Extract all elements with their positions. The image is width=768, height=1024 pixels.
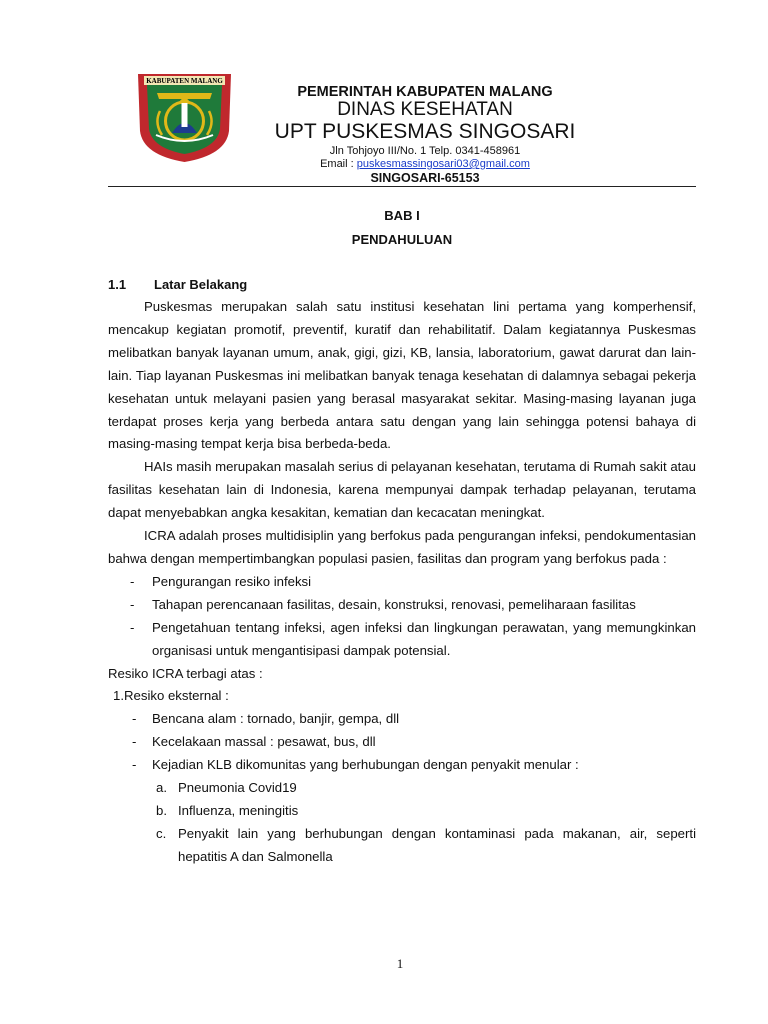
list-marker: -	[130, 573, 135, 589]
risk-title: Resiko eksternal :	[124, 688, 229, 704]
list-item	[108, 823, 696, 869]
list-marker: -	[132, 711, 137, 727]
list-marker: b.	[156, 802, 167, 818]
letterhead-address: Jln Tohjoyo III/No. 1 Telp. 0341-458961	[329, 145, 521, 157]
list-marker: -	[132, 757, 137, 773]
list-item	[108, 617, 696, 663]
list-item-text: Tahapan perencanaan fasilitas, desain, konstruksi, renovasi, pemeliharaan fasilitas	[152, 596, 636, 612]
list-item	[108, 708, 696, 731]
page-number: 1	[396, 956, 404, 971]
emblem-banner-text: KABUPATEN MALANG	[146, 77, 223, 85]
list-marker: -	[132, 734, 137, 750]
list-item-text: Influenza, meningitis	[178, 802, 299, 818]
list-item-text: Pengetahuan tentang infeksi, agen infeksi dan lingkungan perawatan, yang memungkinkan organisasi untuk mengantisipasi dampak potensial.	[152, 619, 696, 658]
list-item	[108, 777, 696, 800]
list-item-text: Kejadian KLB dikomunitas yang berhubungan dengan penyakit menular :	[152, 757, 579, 773]
list-item	[108, 731, 696, 754]
list-marker: -	[130, 619, 135, 635]
body-text	[108, 296, 696, 869]
paragraph: HAIs masih merupakan masalah serius di pelayanan kesehatan, terutama di Rumah sakit atau fasilitas kesehatan lain di Indonesia, karena mempunyai dampak terhadap pelayanan, terutama dapat menyebabkan angka kesakitan, kematian dan kecacatan meningkat.	[108, 459, 696, 521]
letterhead-agency: DINAS KESEHATAN	[337, 99, 513, 120]
list-item-text: Bencana alam : tornado, banjir, gempa, dll	[152, 711, 400, 727]
chapter-label: BAB I	[384, 208, 420, 223]
letterhead-divider	[108, 186, 696, 187]
list-item	[108, 800, 696, 823]
section-number: 1.1	[108, 277, 127, 292]
section-title: Latar Belakang	[154, 277, 248, 292]
list-item	[108, 594, 696, 617]
list-marker: -	[130, 596, 135, 612]
list-item-text: Pneumonia Covid19	[178, 780, 297, 796]
risk-list	[108, 708, 696, 777]
letterhead-city: SINGOSARI-65153	[370, 171, 480, 185]
email-link[interactable]: puskesmassingosari03@gmail.com	[356, 158, 530, 170]
list-marker: c.	[156, 825, 167, 841]
risk-number: 1.	[113, 688, 124, 704]
paragraph: Puskesmas merupakan salah satu institusi kesehatan lini pertama yang komperhensif, mencakup kegiatan promotif, preventif, kuratif dan rehabilitatif. Dalam kegiatannya Puskesmas melibatkan banyak layanan umum, anak, gigi, gizi, KB, lansia, laboratorium, gawat darurat dan lain-lain. Tiap layanan Puskesmas ini melibatkan banyak tenaga kesehatan di dalamnya sebagai pekerja kesehatan untuk melayani pasien yang berasal masyarakat sekitar. Masing-masing layanan juga terdapat proses kerja yang berbeda antara satu dengan yang lain sehingga potensi bahaya di masing-masing tempat kerja bisa berbeda-beda.	[108, 299, 696, 452]
list-item-text: Kecelakaan massal : pesawat, bus, dll	[152, 734, 376, 750]
paragraph: ICRA adalah proses multidisiplin yang berfokus pada pengurangan infeksi, pendokumentasian bahwa dengan mempertimbangkan populasi pasien, fasilitas dan program yang berfokus pada :	[108, 528, 696, 566]
list-item	[108, 571, 696, 594]
chapter-title: PENDAHULUAN	[351, 232, 453, 247]
focus-list	[108, 571, 696, 663]
letterhead	[250, 84, 600, 186]
list-item-text: Pengurangan resiko infeksi	[152, 573, 312, 589]
list-item	[108, 754, 696, 777]
letterhead-government: PEMERINTAH KABUPATEN MALANG	[297, 84, 553, 100]
section-heading	[108, 277, 247, 292]
kabupaten-malang-emblem	[134, 71, 235, 164]
list-marker: a.	[156, 780, 167, 796]
email-label: Email :	[320, 158, 357, 170]
list-item-text: Penyakit lain yang berhubungan dengan kontaminasi pada makanan, air, seperti hepatitis A dan Salmonella	[178, 825, 696, 864]
risk-heading	[108, 685, 696, 708]
letterhead-institution: UPT PUSKESMAS SINGOSARI	[274, 120, 576, 143]
icra-intro: Resiko ICRA terbagi atas :	[108, 665, 263, 681]
letterhead-email-line	[250, 158, 600, 171]
disease-list	[108, 777, 696, 869]
